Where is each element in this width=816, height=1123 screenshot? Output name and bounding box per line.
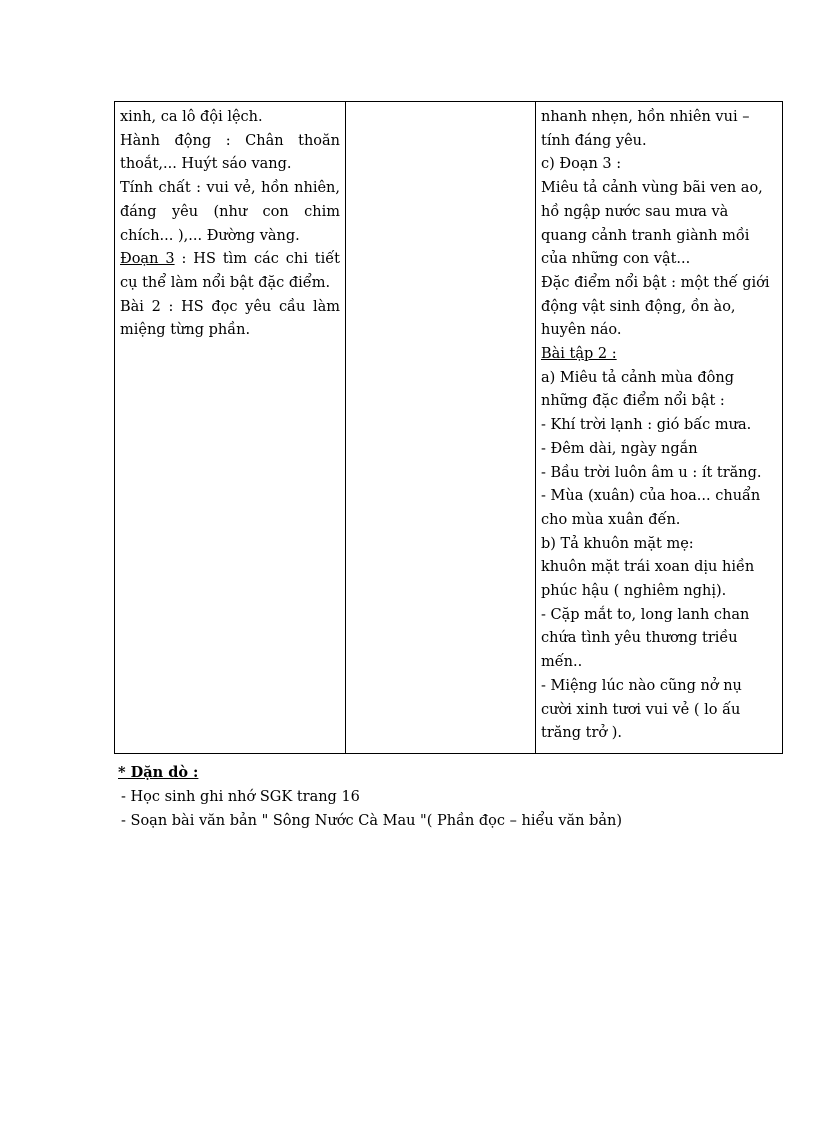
table-row xyxy=(115,102,783,754)
right-line-10: - Mùa (xuân) của hoa... chuẩn cho mùa xuân đến. xyxy=(541,488,761,528)
right-line-1: nhanh nhẹn, hồn nhiên vui – tính đáng yêu. xyxy=(541,109,750,149)
right-line-12: khuôn mặt trái xoan dịu hiền phúc hậu ( nghiêm nghị). xyxy=(541,559,755,600)
right-line-8: - Đêm dài, ngày ngắn xyxy=(541,440,698,457)
right-line-7: - Khí trời lạnh : gió bấc mưa. xyxy=(541,417,752,434)
right-line-14: - Miệng lúc nào cũng nở nụ cười xinh tươi vui vẻ ( lo ấu trăng trở ). xyxy=(541,677,742,742)
right-line-4: Đặc điểm nổi bật : một thế giới động vật sinh động, ồn ào, huyên náo. xyxy=(541,274,770,339)
middle-column-cell xyxy=(346,102,536,754)
left-line-3: Tính chất : vui vẻ, hồn nhiên, đáng yêu (như con chim chích... ),... Đường vàng. xyxy=(120,180,340,244)
homework-section xyxy=(118,761,622,833)
homework-item-1: - Học sinh ghi nhớ SGK trang 16 xyxy=(121,789,360,805)
right-line-9: - Bầu trời luôn âm u : ít trăng. xyxy=(541,464,762,481)
homework-item-2: - Soạn bài văn bản " Sông Nước Cà Mau "( Phần đọc – hiểu văn bản) xyxy=(121,813,623,829)
right-line-13: - Cặp mắt to, long lanh chan chứa tình yêu thương triều mến.. xyxy=(541,606,750,671)
right-line-6: a) Miêu tả cảnh mùa đông những đặc điểm nổi bật : xyxy=(541,369,735,410)
right-line-2: c) Đoạn 3 : xyxy=(541,156,622,173)
left-line-5: Bài 2 : HS đọc yêu cầu làm miệng từng phần. xyxy=(120,298,340,339)
right-line-11: b) Tả khuôn mặt mẹ: xyxy=(541,535,694,552)
homework-title: * Dặn dò : xyxy=(118,764,199,781)
right-column-cell xyxy=(536,102,783,754)
section-label-doan-3: Đoạn 3 xyxy=(120,251,175,268)
left-line-1: xinh, ca lô đội lệch. xyxy=(120,109,263,125)
section-doan-3-text: : HS tìm các chi tiết cụ thể làm nổi bật đặc điểm. xyxy=(120,251,340,291)
left-line-4 xyxy=(120,248,340,295)
section-label-bai-tap-2: Bài tập 2 : xyxy=(541,346,617,363)
left-column-cell xyxy=(115,102,346,754)
right-line-3: Miêu tả cảnh vùng bãi ven ao, hồ ngập nước sau mưa và quang cảnh tranh giành mồi của những con vật... xyxy=(541,180,763,268)
left-line-2: Hành động : Chân thoăn thoắt,... Huýt sáo vang. xyxy=(120,132,340,173)
lesson-table xyxy=(114,101,783,754)
right-line-5 xyxy=(541,343,777,367)
